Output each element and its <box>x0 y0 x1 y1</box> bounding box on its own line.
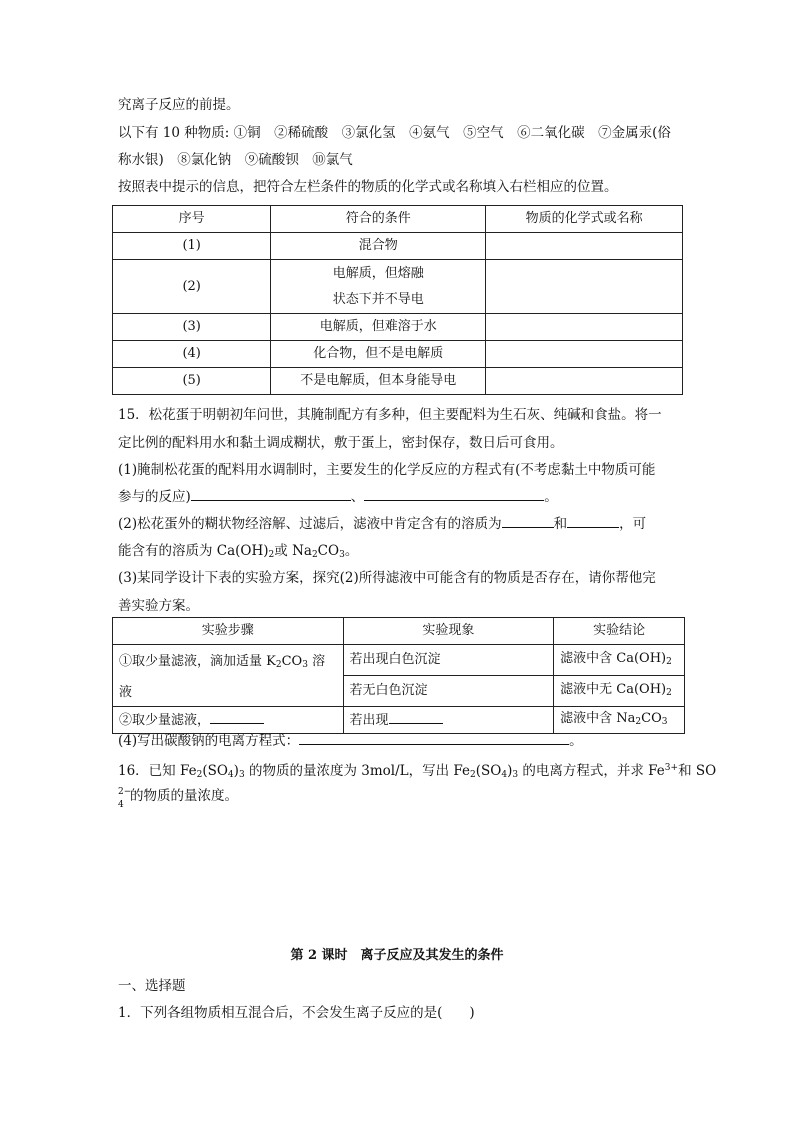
row-condition <box>271 260 486 314</box>
text-segment: ②取少量滤液， <box>119 712 211 728</box>
subscript: 2 <box>666 687 672 698</box>
table-row <box>113 707 685 734</box>
row-number: (3) <box>113 314 271 341</box>
text-segment: 的物质的量浓度为 3mol/L，写出 Fe <box>244 763 471 779</box>
text-segment: 液 <box>119 685 133 700</box>
question-1: 1．下列各组物质相互混合后，不会发生离子反应的是( ) <box>118 1005 475 1021</box>
subscript: 3 <box>302 660 308 670</box>
row-condition: 化合物，但不是电解质 <box>271 341 486 368</box>
table-row <box>113 368 683 395</box>
text-segment: ) <box>233 763 239 779</box>
text-segment: 溶 <box>307 654 326 669</box>
equation-blank-1[interactable] <box>191 488 351 501</box>
superscript: 2− <box>118 787 132 797</box>
subscript: 2 <box>268 550 275 560</box>
row-condition: 不是电解质，但本身能导电 <box>271 368 486 395</box>
sulfate-charge <box>118 787 132 810</box>
subscript: 3 <box>512 770 519 780</box>
phenomenon-3 <box>343 707 554 734</box>
subscript: 2 <box>666 656 672 667</box>
row-condition: 混合物 <box>271 233 486 260</box>
q15-part2-text: (2)松花蛋外的糊状物经溶解、过滤后，滤液中肯定含有的溶质为 <box>118 516 502 532</box>
section-title: 第 2 课时 离子反应及其发生的条件 <box>290 948 504 963</box>
answer-cell[interactable] <box>486 233 683 260</box>
table-row <box>113 314 683 341</box>
text-segment: 的物质的量浓度。 <box>130 788 238 804</box>
q16-line-2 <box>118 787 688 810</box>
q16-line-1 <box>118 759 717 784</box>
superscript: 3+ <box>664 763 679 773</box>
text-segment: 能含有的溶质为 Ca(OH) <box>118 543 269 559</box>
ionization-equation-blank[interactable] <box>299 732 569 745</box>
text-segment: CO <box>641 710 662 726</box>
text-segment: CO <box>317 543 340 559</box>
header-formula: 物质的化学式或名称 <box>486 206 683 233</box>
subscript: 2 <box>635 716 642 727</box>
step-blank[interactable] <box>210 711 264 724</box>
row-number: (5) <box>113 368 271 395</box>
phenomenon-2: 若无白色沉淀 <box>343 676 554 707</box>
table-row <box>113 645 685 676</box>
intro-line-4: 按照表中提示的信息，把符合左栏条件的物质的化学式或名称填入右栏相应的位置。 <box>118 179 618 195</box>
intro-line-2: 以下有 10 种物质: ①铜 ②稀硫酸 ③氯化氢 ④氨气 ⑤空气 ⑥二氧化碳 ⑦金属汞(俗 <box>118 125 671 141</box>
substance-classification-table <box>112 205 683 395</box>
table-row <box>113 233 683 260</box>
solute-blank-1[interactable] <box>502 515 554 528</box>
q15-line-2: 定比例的配料用水和黏土调成糊状，敷于蛋上，密封保存，数日后可食用。 <box>118 435 564 451</box>
table-header-row <box>113 618 685 645</box>
q15-part1-text: 参与的反应) <box>118 489 191 505</box>
text-segment: 滤液中含 Ca(OH) <box>560 650 667 666</box>
conclusion-1 <box>554 645 685 676</box>
q15-part4 <box>118 732 688 750</box>
row-number: (4) <box>113 341 271 368</box>
subscript: 4 <box>501 770 508 780</box>
row-condition-part-a: 电解质，但熔融 <box>332 265 424 281</box>
answer-cell[interactable] <box>486 260 683 314</box>
phenomenon-1: 若出现白色沉淀 <box>343 645 554 676</box>
q15-part2-and: 和 <box>553 516 568 532</box>
header-condition: 符合的条件 <box>271 206 486 233</box>
text-segment: 滤液中含 Na <box>560 710 636 726</box>
text-segment: (SO <box>475 763 502 779</box>
text-segment: 若出现 <box>349 712 389 728</box>
q15-part2-tail: ，可 <box>619 516 647 532</box>
section-heading: 一、选择题 <box>118 978 186 994</box>
subscript: 2 <box>196 770 203 780</box>
text-segment: ①取少量滤液，滴加适量 K <box>119 654 276 669</box>
step-1-cell <box>113 645 344 707</box>
header-conclusion: 实验结论 <box>554 618 685 645</box>
row-condition-part-b: 状态下并不导电 <box>332 291 424 307</box>
intro-line-3: 称水银) ⑧氯化钠 ⑨硫酸钡 ⑩氯气 <box>118 152 353 168</box>
q15-part3-line-1: (3)某同学设计下表的实验方案，探究(2)所得滤液中可能含有的物质是否存在，请你帮他完 <box>118 570 656 586</box>
text-segment: 的电离方程式，并求 Fe <box>518 763 665 779</box>
phenomenon-blank[interactable] <box>389 711 443 724</box>
subscript: 4 <box>227 770 234 780</box>
text-segment: 。 <box>569 733 583 749</box>
text-segment: 。 <box>344 543 359 559</box>
text-segment: (4)写出碳酸钠的电离方程式： <box>118 733 300 749</box>
q15-part1-line-2 <box>118 488 688 506</box>
answer-cell[interactable] <box>486 314 683 341</box>
answer-cell[interactable] <box>486 368 683 395</box>
text-segment: 滤液中无 Ca(OH) <box>560 681 667 697</box>
subscript: 2 <box>311 550 318 560</box>
subscript: 3 <box>661 716 668 727</box>
subscript: 3 <box>238 770 245 780</box>
text-segment: (SO <box>202 763 228 779</box>
text-segment: 和 SO <box>678 763 717 779</box>
subscript: 4 <box>118 800 124 810</box>
conclusion-3 <box>554 707 685 734</box>
subscript: 2 <box>275 660 282 670</box>
q15-part2-line-1 <box>118 515 688 533</box>
q15-part1-end: 。 <box>544 489 558 505</box>
table-header-row <box>113 206 683 233</box>
row-condition: 电解质，但难溶于水 <box>271 314 486 341</box>
equation-blank-2[interactable] <box>364 488 544 501</box>
intro-line-1: 究离子反应的前提。 <box>118 97 240 113</box>
conclusion-2 <box>554 676 685 707</box>
q15-part3-line-2: 善实验方案。 <box>118 598 199 614</box>
q15-line-1: 15．松花蛋于明朝初年问世，其腌制配方有多种，但主要配料为生石灰、纯碱和食盐。将一 <box>118 407 662 423</box>
text-segment: 16．已知 Fe <box>118 763 197 779</box>
table-row <box>113 341 683 368</box>
header-number: 序号 <box>113 206 271 233</box>
row-number: (2) <box>113 260 271 314</box>
experiment-plan-table <box>112 617 685 734</box>
answer-cell[interactable] <box>486 341 683 368</box>
text-segment: 或 Na <box>274 543 312 559</box>
subscript: 2 <box>470 770 476 780</box>
q15-part1-line-1: (1)腌制松花蛋的配料用水调制时，主要发生的化学反应的方程式有(不考虑黏土中物质可能 <box>118 462 656 478</box>
header-steps: 实验步骤 <box>113 618 344 645</box>
text-segment: CO <box>281 654 303 669</box>
q15-part2-line-2 <box>118 542 688 564</box>
text-segment: ) <box>507 763 513 779</box>
solute-blank-2[interactable] <box>567 515 619 528</box>
header-phenomenon: 实验现象 <box>343 618 554 645</box>
step-2-cell <box>113 707 344 734</box>
row-number: (1) <box>113 233 271 260</box>
subscript: 3 <box>339 550 345 560</box>
table-row <box>113 260 683 314</box>
q15-part1-sep: 、 <box>350 489 365 505</box>
